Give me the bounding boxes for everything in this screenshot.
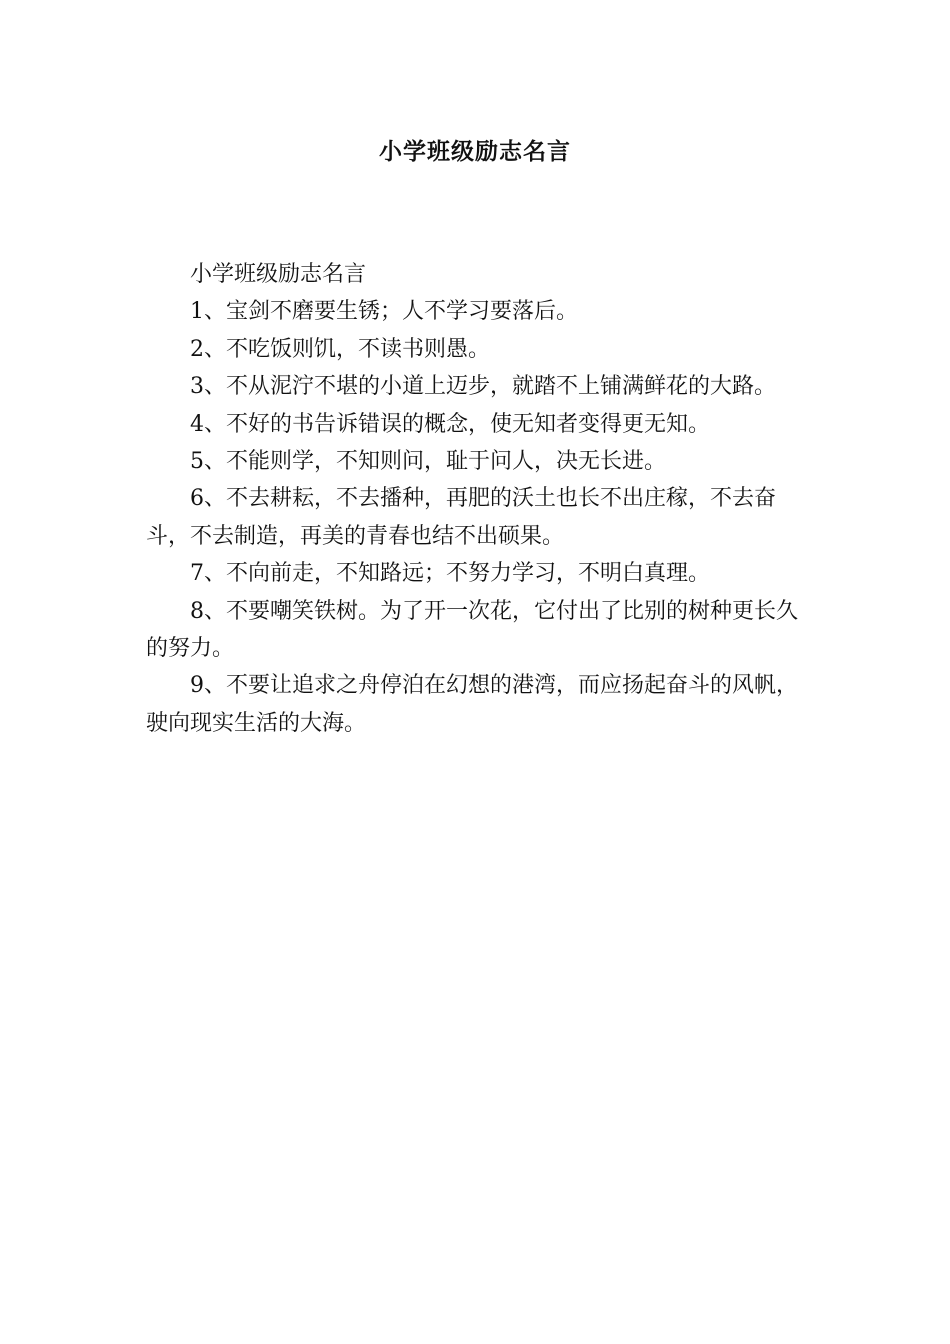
paragraph-quote-3: 3、不从泥泞不堪的小道上迈步，就踏不上铺满鲜花的大路。 xyxy=(190,374,776,400)
paragraph-quote-5: 5、不能则学，不知则问，耻于问人，决无长进。 xyxy=(190,449,666,475)
paragraph-quote-8: 8、不要嘲笑铁树。为了开一次花，它付出了比别的树种更长久的努力。 xyxy=(146,598,798,662)
paragraph-quote-6: 6、不去耕耘，不去播种，再肥的沃土也长不出庄稼，不去奋斗，不去制造，再美的青春也结不出硕果。 xyxy=(146,486,776,549)
paragraph-quote-4: 4、不好的书告诉错误的概念，使无知者变得更无知。 xyxy=(190,411,710,437)
paragraph-quote-9: 9、不要让追求之舟停泊在幻想的港湾，而应扬起奋斗的风帆，驶向现实生活的大海。 xyxy=(146,673,798,736)
document-body xyxy=(146,256,816,742)
paragraph-quote-7: 7、不向前走，不知路远；不努力学习，不明白真理。 xyxy=(190,561,710,587)
paragraph-heading: 小学班级励志名言 xyxy=(190,262,367,287)
document-title: 小学班级励志名言 xyxy=(379,138,571,165)
paragraph-quote-1: 1、宝剑不磨要生锈；人不学习要落后。 xyxy=(190,299,578,325)
paragraph-quote-2: 2、不吃饭则饥，不读书则愚。 xyxy=(190,336,490,362)
